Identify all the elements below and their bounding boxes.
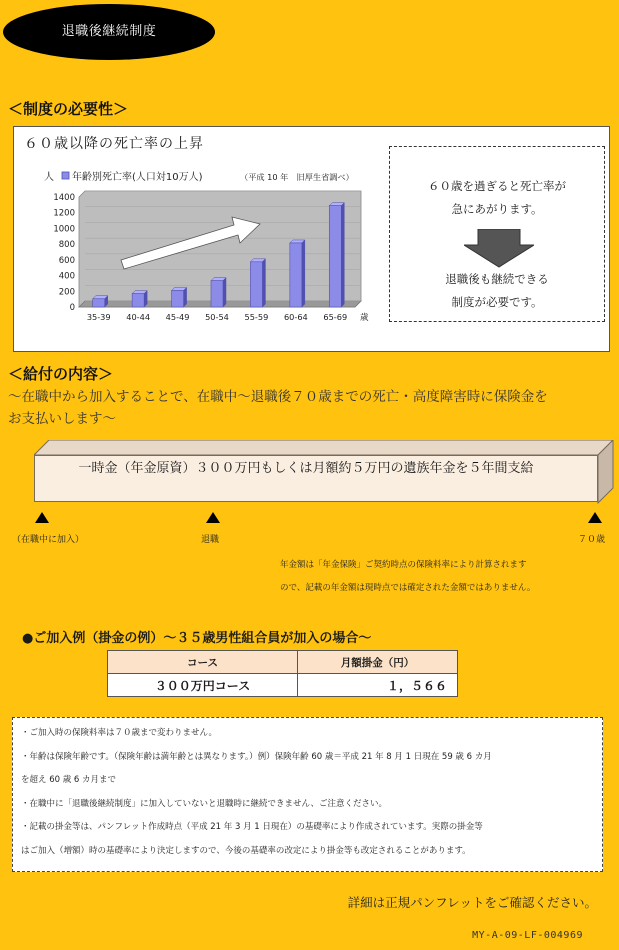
- chart-source: （平成 10 年 旧厚生省調べ）: [240, 172, 354, 182]
- y-tick-label: 200: [58, 287, 75, 298]
- y-axis-label: 人: [44, 172, 54, 183]
- x-tick-label: 40-44: [126, 312, 151, 322]
- bar-side: [302, 240, 305, 307]
- triangle-marker-icon: [206, 512, 220, 524]
- pension-note: [280, 554, 535, 600]
- bar-side: [184, 288, 187, 308]
- x-tick-label: 35-39: [86, 312, 111, 322]
- callout-line1: ６０歳を過ぎると死亡率が: [428, 179, 566, 193]
- benefit-bar: [34, 455, 598, 502]
- note-item: ・ご加入時の保険料率は７０歳まで変わりません。: [21, 728, 218, 738]
- bar: [132, 294, 144, 307]
- benefit-intro-line1: ～在職中から加入することで、在職中～退職後７０歳までの死亡・高度障害時に保険金を: [8, 389, 548, 405]
- bar: [250, 262, 262, 307]
- benefit-intro: [8, 386, 608, 430]
- y-tick-label: 400: [58, 271, 75, 282]
- x-tick-label: 50-54: [205, 312, 229, 322]
- benefit-intro-line2: お支払いします～: [8, 411, 116, 427]
- benefit-heading: ＜給付の内容＞: [8, 365, 114, 383]
- down-arrow-icon: [464, 229, 534, 269]
- bar: [329, 206, 341, 307]
- col-course: コース: [108, 651, 298, 674]
- header-title-badge: [3, 4, 215, 60]
- benefit-bar-text: 一時金（年金原資）３００万円もしくは月額約５万円の遺族年金を５年間支給: [78, 461, 534, 476]
- note-item: はご加入（増額）時の基礎率により決定しますので、今後の基礎率の改定により掛金等も改定されることがあります。: [21, 845, 471, 856]
- table-header-row: [108, 651, 458, 674]
- header-title: 退職後継続制度: [61, 24, 157, 39]
- marker-age70: ７０歳: [578, 535, 606, 545]
- pension-note-line2: ので、記載の年金額は現時点では確定された金額ではありません。: [280, 583, 536, 593]
- y-tick-label: 0: [69, 303, 75, 313]
- bar: [211, 281, 223, 307]
- pension-note-line1: 年金額は「年金保険」ご契約時点の保険料率により計算されます: [280, 560, 527, 570]
- y-tick-label: 600: [58, 255, 75, 266]
- bar-side: [144, 291, 147, 307]
- bar-side: [341, 203, 344, 307]
- triangle-marker-icon: [588, 512, 602, 524]
- x-tick-label: 60-64: [283, 312, 308, 322]
- table-row: [108, 674, 458, 697]
- y-tick-label: 800: [58, 240, 75, 251]
- premium-value: １，５６６: [298, 674, 458, 697]
- note-item: ・年齢は保険年齢です。（保険年齢は満年齢とは異なります。）例）保険年齢 60 歳＝平成 21 年 8 月 1 日現在 59 歳 6 カ月: [21, 751, 492, 762]
- bar: [93, 299, 105, 307]
- bar-side: [223, 278, 226, 307]
- document-code: MY-A-09-LF-004969: [472, 930, 583, 941]
- footer-note: 詳細は正規パンフレットをご確認ください。: [347, 895, 597, 910]
- x-axis-label: 歳: [360, 313, 369, 323]
- mortality-panel: [13, 126, 610, 352]
- marker-join: （在職中に加入）: [12, 535, 85, 545]
- panel-title: ６０歳以降の死亡率の上昇: [24, 136, 204, 152]
- example-heading: ●ご加入例（掛金の例）～３５歳男性組合員が加入の場合～: [22, 631, 372, 646]
- x-tick-label: 45-49: [165, 312, 190, 322]
- x-tick-label: 65-69: [323, 312, 348, 322]
- necessity-heading: ＜制度の必要性＞: [8, 100, 129, 118]
- bar: [290, 243, 302, 307]
- course-value: ３００万円コース: [108, 674, 298, 697]
- callout-line4: 制度が必要です。: [451, 295, 543, 309]
- note-item: を超え 60 歳 6 カ月まで: [21, 775, 117, 785]
- bar-side: [262, 259, 265, 307]
- col-premium: 月額掛金（円）: [298, 651, 458, 674]
- triangle-marker-icon: [35, 512, 49, 524]
- note-item: ・記載の掛金等は、パンフレット作成時点（平成 21 年 3 月 1 日現在）の基礎率により作成されています。実際の掛金等: [21, 822, 483, 832]
- callout-line3: 退職後も継続できる: [445, 272, 549, 286]
- notes-box: [12, 717, 603, 872]
- y-tick-label: 1400: [53, 193, 75, 203]
- marker-retire: 退職: [201, 535, 220, 545]
- callout-line2: 急にあがります。: [451, 202, 543, 216]
- mortality-chart: [14, 167, 384, 347]
- note-item: ・在職中に「退職後継続制度」に加入していないと退職時に継続できません、ご注意ください。: [21, 798, 388, 809]
- bar: [172, 291, 184, 308]
- y-tick-label: 1200: [53, 208, 75, 219]
- callout-box: [389, 146, 605, 322]
- course-table: [107, 650, 458, 697]
- x-tick-label: 55-59: [244, 312, 269, 322]
- legend-swatch: [62, 172, 69, 179]
- y-tick-label: 1000: [53, 224, 75, 235]
- legend-label: 年齢別死亡率(人口対10万人): [72, 172, 203, 183]
